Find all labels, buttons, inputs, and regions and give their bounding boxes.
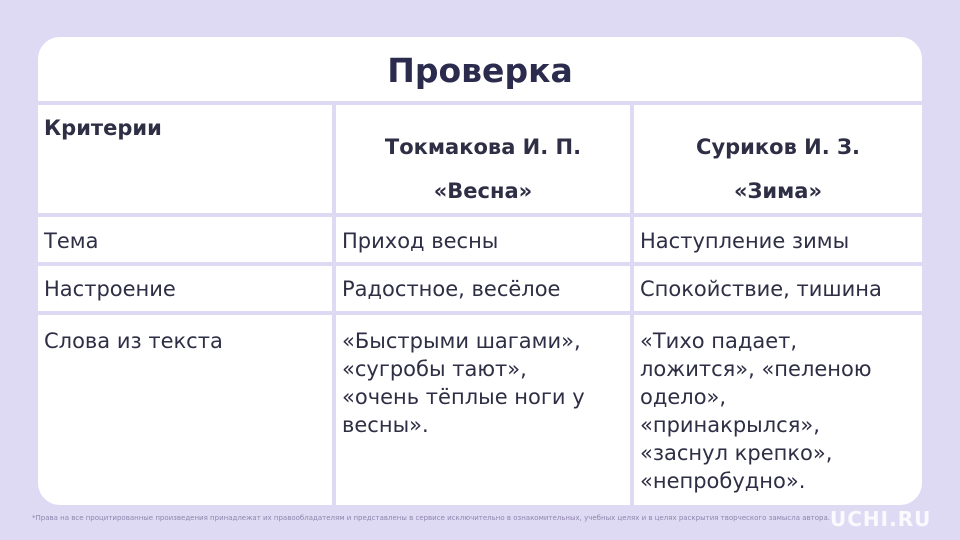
header-author: Токмакова И. П. bbox=[384, 135, 582, 159]
cell-line: «принакрылся», bbox=[640, 413, 820, 437]
copyright-footnote: *Права на все процитированные произведения принадлежат их правообладателям и представлены в сервисе исключительно в ознакомительных, учебных целях и в целях раскрытия творческого замысла автора. bbox=[32, 514, 830, 522]
table-header-row bbox=[38, 103, 922, 215]
cell-line: «очень тёплые ноги у bbox=[342, 385, 585, 409]
cell-line: ложится», «пеленою bbox=[640, 357, 872, 381]
cell-line: Наступление зимы bbox=[640, 229, 850, 253]
cell-tokmakova bbox=[334, 313, 632, 505]
cell-line: «непробудно». bbox=[640, 469, 806, 493]
watermark-logo: UCHI.RU bbox=[830, 507, 932, 531]
cell-line: «сугробы тают», bbox=[342, 357, 527, 381]
cell-tokmakova bbox=[334, 215, 632, 264]
table-row bbox=[38, 215, 922, 264]
cell-line: Спокойствие, тишина bbox=[640, 277, 882, 301]
cell-line: весны». bbox=[342, 413, 429, 437]
header-work: «Весна» bbox=[433, 179, 533, 203]
header-author: Суриков И. З. bbox=[696, 135, 860, 159]
header-surikov bbox=[632, 103, 922, 215]
cell-line: Радостное, весёлое bbox=[342, 277, 561, 301]
comparison-table bbox=[38, 101, 922, 505]
cell-line: «заснул крепко», bbox=[640, 441, 833, 465]
cell-surikov bbox=[632, 264, 922, 313]
cell-tokmakova bbox=[334, 264, 632, 313]
criterion-cell: Настроение bbox=[38, 264, 334, 313]
criterion-cell: Слова из текста bbox=[38, 313, 334, 505]
cell-line: «Быстрыми шагами», bbox=[342, 329, 581, 353]
cell-surikov bbox=[632, 313, 922, 505]
cell-surikov bbox=[632, 215, 922, 264]
slide-title: Проверка bbox=[387, 51, 573, 90]
table-row bbox=[38, 264, 922, 313]
header-criteria: Критерии bbox=[38, 103, 334, 215]
criterion-cell: Тема bbox=[38, 215, 334, 264]
cell-line: «Тихо падает, bbox=[640, 329, 798, 353]
header-tokmakova bbox=[334, 103, 632, 215]
table-row bbox=[38, 313, 922, 505]
cell-line: Приход весны bbox=[342, 229, 499, 253]
header-work: «Зима» bbox=[733, 179, 823, 203]
slide-card bbox=[38, 37, 922, 505]
cell-line: одело», bbox=[640, 385, 727, 409]
